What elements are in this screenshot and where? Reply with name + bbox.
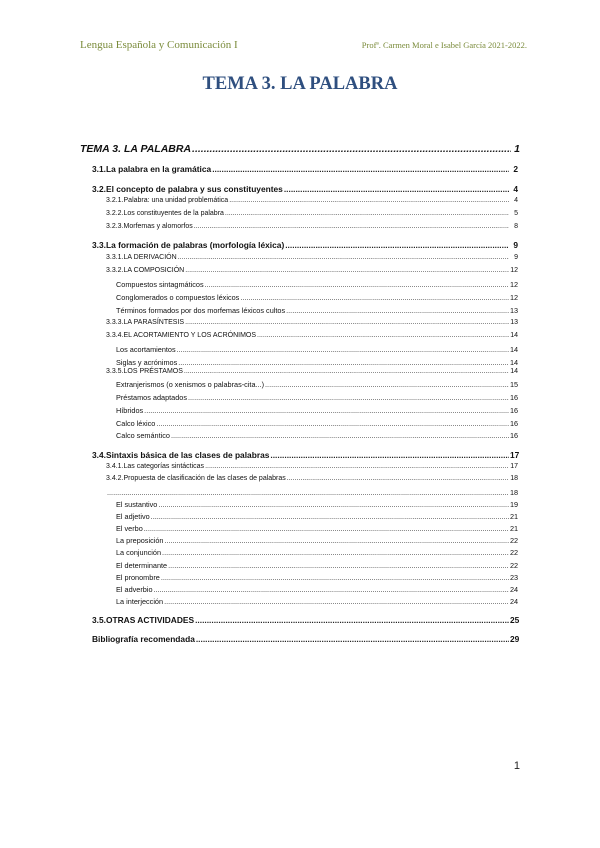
toc-dot-leader (265, 380, 509, 389)
toc-entry-number: 3.1. (92, 164, 106, 174)
toc-entry-number: 3.2. (92, 184, 106, 194)
toc-entry-page: 19 (510, 500, 519, 509)
toc-dot-leader (240, 293, 509, 302)
toc-entry-title: La preposición (116, 536, 164, 545)
toc-entry[interactable] (106, 254, 518, 261)
toc-entry[interactable] (116, 431, 518, 440)
toc-entry-title: Calco léxico (116, 419, 156, 428)
toc-dot-leader (178, 358, 509, 367)
toc-entry-page: 23 (510, 573, 519, 582)
toc-entry[interactable] (106, 267, 518, 274)
toc-entry-page: 12 (510, 293, 519, 302)
toc-dot-leader (257, 332, 509, 339)
toc-entry-page: 16 (510, 406, 519, 415)
toc-dot-leader (151, 512, 509, 521)
toc-entry-page: 16 (510, 419, 519, 428)
toc-entry-title: Siglas y acrónimos (116, 358, 178, 367)
toc-entry-page: 9 (514, 254, 518, 261)
toc-entry-number: 3.3.2. (106, 267, 124, 274)
toc-entry-page: 18 (510, 488, 519, 497)
toc-dot-leader (154, 585, 509, 594)
toc-entry[interactable] (116, 345, 518, 354)
toc-entry-page: 13 (510, 319, 518, 326)
toc-entry-title: El concepto de palabra y sus constituyentes (105, 184, 283, 194)
toc-entry-page: 18 (510, 475, 518, 482)
toc-dot-leader (164, 536, 509, 545)
toc-entry-title: El adjetivo (116, 512, 150, 521)
toc-entry[interactable] (116, 536, 518, 545)
toc-dot-leader (171, 431, 509, 440)
toc-entry-page: 5 (514, 210, 518, 217)
toc-entry-page: 17 (510, 463, 518, 470)
toc-dot-leader (285, 240, 509, 250)
toc-entry[interactable] (106, 463, 518, 470)
toc-entry-title: Morfemas y alomorfos (123, 223, 193, 230)
toc-entry-title: La interjección (116, 597, 164, 606)
toc-entry-number: 3.5. (92, 615, 106, 625)
toc-entry-page: 14 (510, 368, 518, 375)
toc-entry-number: 3.4.2. (106, 475, 124, 482)
toc-entry-page: 24 (510, 597, 519, 606)
toc-entry-page: 16 (510, 393, 519, 402)
toc-entry[interactable] (116, 597, 518, 606)
toc-entry[interactable] (116, 393, 518, 402)
toc-entry[interactable] (116, 561, 518, 570)
toc-dot-leader (178, 254, 509, 261)
toc-dot-leader (286, 306, 509, 315)
toc-entry[interactable] (116, 585, 518, 594)
toc-entry-page: 13 (510, 306, 519, 315)
toc-entry-title: El determinante (116, 561, 168, 570)
toc-entry-title: Los acortamientos (116, 345, 176, 354)
toc-entry[interactable] (116, 358, 518, 367)
toc-entry[interactable] (106, 332, 518, 339)
toc-entry[interactable] (116, 573, 518, 582)
toc-entry-page: 22 (510, 548, 519, 557)
toc-entry[interactable] (106, 197, 518, 204)
page-number: 1 (513, 760, 520, 772)
toc-entry-page: 8 (514, 223, 518, 230)
toc-entry-page: 29 (510, 634, 520, 644)
toc-dot-leader (287, 475, 509, 482)
toc-dot-leader (158, 500, 509, 509)
toc-entry[interactable] (116, 306, 518, 315)
toc-entry[interactable] (116, 524, 518, 533)
toc-entry-title: TEMA 3. LA PALABRA (80, 143, 192, 155)
toc-entry-title: OTRAS ACTIVIDADES (105, 615, 195, 625)
toc-entry-title: Préstamos adaptados (116, 393, 187, 402)
toc-entry-title: Compuestos sintagmáticos (116, 280, 204, 289)
toc-dot-leader (144, 524, 509, 533)
header-course: Lengua Española y Comunicación I (80, 39, 238, 51)
toc-entry-title: Palabra: una unidad problemática (123, 197, 229, 204)
toc-entry[interactable] (106, 223, 518, 230)
toc-entry-page: 14 (510, 345, 519, 354)
toc-dot-leader (168, 561, 509, 570)
toc-entry-page: 4 (514, 197, 518, 204)
toc-entry[interactable] (106, 210, 518, 217)
toc-dot-leader (185, 267, 509, 274)
toc-entry[interactable] (80, 143, 520, 155)
toc-entry-page: 14 (510, 332, 518, 339)
toc-dot-leader (161, 573, 509, 582)
toc-entry-number: 3.3.4. (106, 332, 124, 339)
toc-entry-title: Las categorías sintácticas (123, 463, 205, 470)
toc-entry-title: El adverbio (116, 585, 153, 594)
toc-dot-leader (156, 419, 509, 428)
toc-dot-leader (144, 406, 509, 415)
toc-entry-page: 22 (510, 536, 519, 545)
toc-entry-number: 3.4.1. (106, 463, 124, 470)
toc-dot-leader (185, 319, 509, 326)
toc-entry-title: Sintaxis básica de las clases de palabras (105, 450, 270, 460)
toc-entry[interactable] (116, 280, 518, 289)
toc-dot-leader (225, 210, 509, 217)
toc-entry[interactable] (92, 615, 518, 625)
toc-entry-title: La palabra en la gramática (105, 164, 212, 174)
toc-entry-number: 3.3.1. (106, 254, 124, 261)
toc-entry-title: Calco semántico (116, 431, 170, 440)
toc-entry[interactable] (116, 380, 518, 389)
toc-entry-title: Términos formados por dos morfemas léxicos cultos (116, 306, 286, 315)
page-title: TEMA 3. LA PALABRA (202, 74, 398, 94)
toc-entry-title: EL ACORTAMIENTO Y LOS ACRÓNIMOS (123, 332, 257, 339)
toc-entry-page: 12 (510, 280, 519, 289)
toc-entry[interactable] (106, 475, 518, 482)
toc-dot-leader (194, 223, 509, 230)
toc-entry-page: 22 (510, 561, 519, 570)
toc-entry-page: 14 (510, 358, 519, 367)
toc-dot-leader (188, 393, 509, 402)
header-authors: Profª. Carmen Moral e Isabel García 2021-2022. (361, 40, 527, 50)
toc-entry-page: 15 (510, 380, 519, 389)
toc-entry-number: 3.3.5. (106, 368, 124, 375)
toc-dot-leader (177, 345, 509, 354)
toc-entry-title: Extranjerismos (o xenismos o palabras-cita...) (116, 380, 265, 389)
toc-dot-leader (229, 197, 509, 204)
toc-entry-number: 3.3.3. (106, 319, 124, 326)
toc-entry-page: 25 (510, 615, 520, 625)
toc-entry[interactable] (92, 164, 518, 174)
toc-entry-title: LOS PRÉSTAMOS (123, 368, 183, 375)
toc-dot-leader (212, 164, 509, 174)
toc-dot-leader (284, 184, 509, 194)
toc-entry-page: 2 (513, 164, 518, 174)
toc-entry-title: La conjunción (116, 548, 162, 557)
toc-dot-leader (205, 280, 509, 289)
toc-dot-leader (184, 368, 509, 375)
toc-entry-title: El verbo (116, 524, 143, 533)
toc-entry-page: 24 (510, 585, 519, 594)
toc-entry-title: Conglomerados o compuestos léxicos (116, 293, 240, 302)
toc-entry-title: El sustantivo (116, 500, 158, 509)
toc-entry[interactable] (92, 450, 518, 460)
toc-entry[interactable] (116, 548, 518, 557)
toc-entry[interactable] (116, 500, 518, 509)
toc-entry-number: 3.2.1. (106, 197, 124, 204)
toc-entry-number: 3.3. (92, 240, 106, 250)
toc-dot-leader (107, 488, 509, 497)
toc-entry-page: 17 (510, 450, 520, 460)
toc-entry-title: Propuesta de clasificación de las clases de palabras (123, 475, 286, 482)
toc-entry-page: 12 (510, 267, 518, 274)
toc-entry[interactable] (106, 488, 518, 497)
toc-entry-page: 1 (514, 143, 520, 155)
toc-entry-title: Híbridos (116, 406, 144, 415)
toc-entry[interactable] (116, 512, 518, 521)
toc-entry-title: La formación de palabras (morfología léxica) (105, 240, 285, 250)
toc-entry[interactable] (116, 406, 518, 415)
toc-entry-number: 3.4. (92, 450, 106, 460)
toc-entry-page: 16 (510, 431, 519, 440)
toc-entry-page: 21 (510, 512, 519, 521)
toc-entry[interactable] (92, 184, 518, 194)
toc-dot-leader (270, 450, 509, 460)
toc-entry-title: Los constituyentes de la palabra (123, 210, 224, 217)
toc-entry-title: El pronombre (116, 573, 160, 582)
toc-entry-page: 4 (513, 184, 518, 194)
running-header (80, 39, 527, 51)
toc-entry[interactable] (116, 293, 518, 302)
toc-dot-leader (195, 615, 509, 625)
toc-entry-number: 3.2.3. (106, 223, 124, 230)
toc-entry[interactable] (92, 240, 518, 250)
toc-entry-page: 9 (513, 240, 518, 250)
toc-entry[interactable] (116, 419, 518, 428)
toc-dot-leader (162, 548, 509, 557)
toc-dot-leader (164, 597, 509, 606)
toc-dot-leader (205, 463, 509, 470)
toc-entry[interactable] (106, 319, 518, 326)
toc-entry-title: LA COMPOSICIÓN (123, 267, 185, 274)
toc-entry-title: LA DERIVACIÓN (123, 254, 177, 261)
toc-entry-title: LA PARASÍNTESIS (123, 319, 185, 326)
toc-entry[interactable] (106, 368, 518, 375)
toc-entry-title: Bibliografía recomendada (92, 634, 195, 644)
toc-dot-leader (196, 634, 509, 644)
toc-dot-leader (192, 143, 511, 155)
toc-entry[interactable] (92, 634, 518, 644)
toc-entry-page: 21 (510, 524, 519, 533)
toc-entry-number: 3.2.2. (106, 210, 124, 217)
